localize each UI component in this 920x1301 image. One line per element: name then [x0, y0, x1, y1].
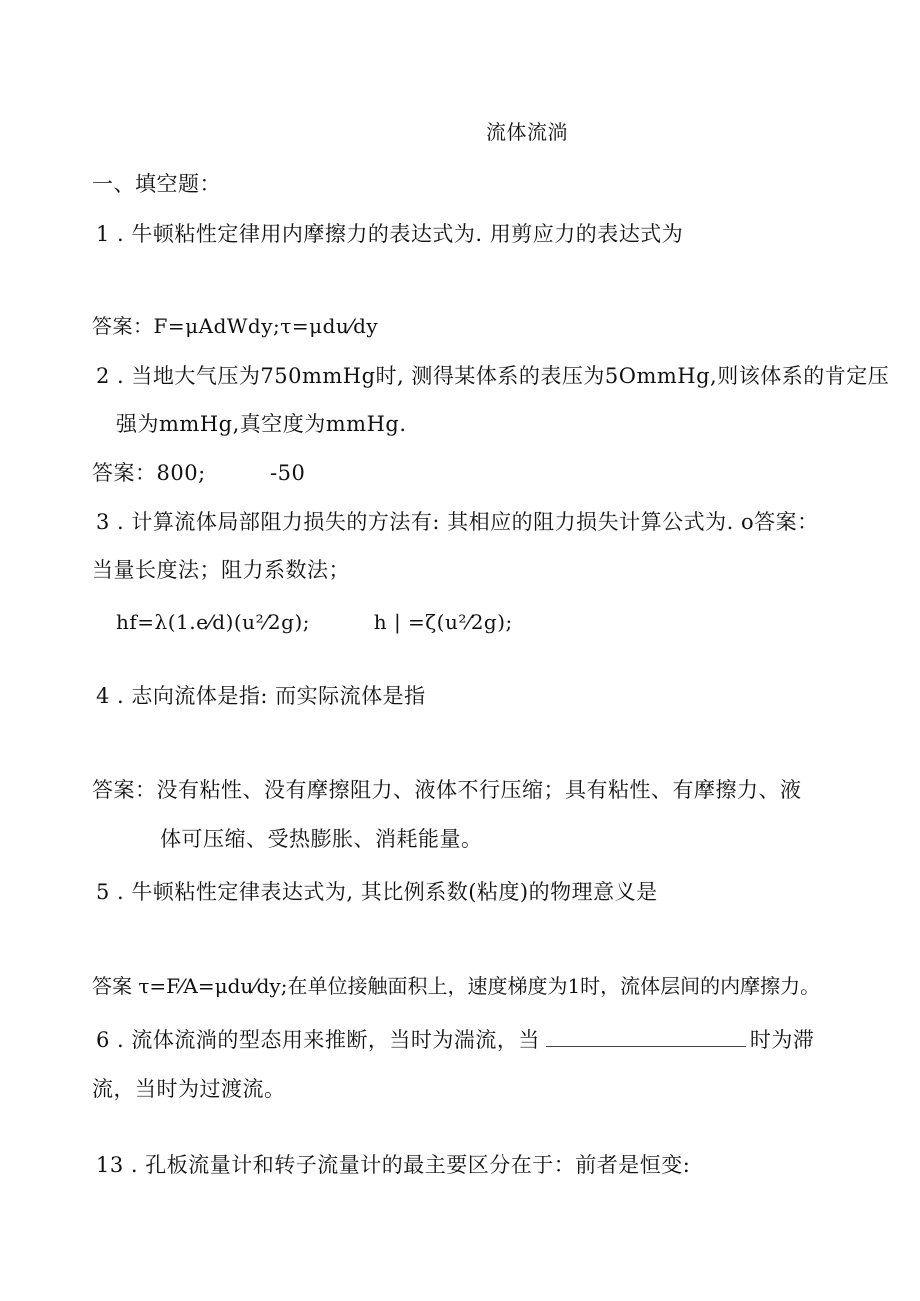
question-2-line-2: 强为mmHg,真空度为mmHg. [116, 412, 407, 436]
page-title: 流体流淌 [486, 120, 568, 144]
formula-row [116, 608, 513, 636]
question-13: 13 . 孔板流量计和转子流量计的最主要区分在于：前者是恒变: [96, 1153, 691, 1177]
answer-4-line-2: 体可压缩、受热膨胀、消耗能量。 [160, 827, 483, 851]
answer-2-label: 答案：800; [92, 461, 206, 485]
question-3-line-1: 3 . 计算流体局部阻力损失的方法有: 其相应的阻力损失计算公式为. o答案： [96, 510, 819, 534]
question-6-text-a: 6 . 流体流淌的型态用来推断，当时为湍流，当 [96, 1028, 540, 1052]
formula-friction-loss: hf=λ(1.e⁄d)(u²⁄2g); [116, 610, 310, 634]
question-2-line-1: 2 . 当地大气压为750mmHg时, 测得某体系的表压为5OmmHg,则该体系的肯定压 [96, 364, 890, 388]
answer-2 [92, 459, 305, 487]
answer-4-line-1: 答案：没有粘性、没有摩擦阻力、液体不行压缩；具有粘性、有摩擦力、液 [92, 778, 802, 802]
section-heading: 一、填空题： [92, 172, 221, 196]
question-1: 1 . 牛顿粘性定律用内摩擦力的表达式为. 用剪应力的表达式为 [96, 222, 684, 246]
fill-in-blank [546, 1028, 746, 1047]
question-6-text-b: 时为滞 [749, 1028, 815, 1052]
question-6-line-1 [96, 1026, 814, 1054]
question-5: 5 . 牛顿粘性定律表达式为, 其比例系数(粘度)的物理意义是 [96, 880, 658, 904]
answer-5: 答案 τ=F⁄A=μdu⁄dy;在单位接触面积上，速度梯度为1时，流体层间的内摩擦力。 [92, 974, 821, 998]
formula-local-loss: h | =ζ(u²⁄2g); [373, 610, 513, 634]
question-3-line-2: 当量长度法；阻力系数法； [92, 558, 350, 582]
question-6-line-2: 流，当时为过渡流。 [92, 1077, 286, 1101]
answer-1: 答案：F=μAdWdy;τ=μdu⁄dy [92, 314, 379, 338]
answer-2-value-2: -50 [270, 461, 306, 485]
question-4: 4 . 志向流体是指: 而实际流体是指 [96, 684, 426, 708]
